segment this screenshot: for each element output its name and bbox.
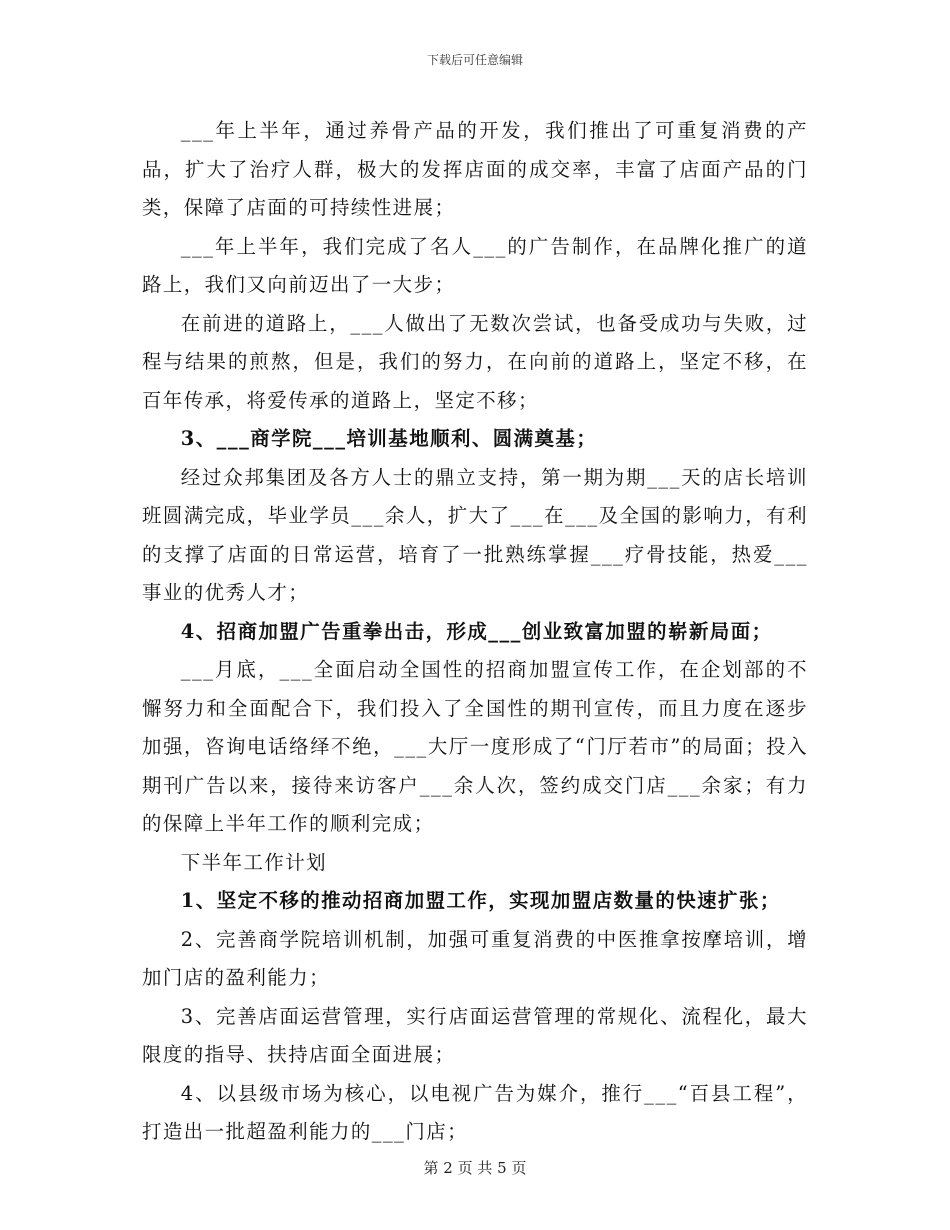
- document-body: [142, 112, 808, 1152]
- plan-item-2: 2、完善商学院培训机制，加强可重复消费的中医推拿按摩培训，增加门店的盈利能力；: [142, 927, 808, 989]
- page-footer: 第 2 页 共 5 页: [423, 1159, 527, 1177]
- plan-item-3: 3、完善店面运营管理，实行店面运营管理的常规化、流程化，最大限度的指导、扶持店面全面进展；: [142, 1004, 808, 1066]
- section-heading-4: 4、招商加盟广告重拳出击，形成___创业致富加盟的崭新局面；: [180, 619, 773, 643]
- paragraph-3: 在前进的道路上，___人做出了无数次尝试，也备受成功与失败，过程与结果的煎熬，但是，我们的努力，在向前的道路上，坚定不移，在百年传承，将爱传承的道路上，坚定不移；: [142, 311, 808, 412]
- plan-title: 下半年工作计划: [180, 850, 328, 874]
- plan-item-1: 1、坚定不移的推动招商加盟工作，实现加盟店数量的快速扩张；: [180, 889, 781, 912]
- section-heading-3: 3、___商学院___培训基地顺利、圆满奠基；: [180, 427, 598, 450]
- paragraph-5: ___月底，___全面启动全国性的招商加盟宣传工作，在企划部的不懈努力和全面配合下，我们投入了全国性的期刊宣传，而且力度在逐步加强，咨询电话络绎不绝，___大厅一度形成了“门厅若市”的局面；投入期刊广告以来，接待来访客户___余人次，签约成交门店___余家；有力的保障上半年工作的顺利完成；: [142, 658, 808, 835]
- paragraph-2: ___年上半年，我们完成了名人___的广告制作，在品牌化推广的道路上，我们又向前迈出了一大步；: [142, 234, 808, 296]
- paragraph-4: 经过众邦集团及各方人士的鼎立支持，第一期为期___天的店长培训班圆满完成，毕业学员___余人，扩大了___在___及全国的影响力，有利的支撑了店面的日常运营，培育了一批熟练掌握___疗骨技能，热爱___事业的优秀人才；: [142, 465, 808, 604]
- page-header: 下载后可任意编辑: [426, 53, 523, 67]
- paragraph-1: ___年上半年，通过养骨产品的开发，我们推出了可重复消费的产品，扩大了治疗人群，极大的发挥店面的成交率，丰富了店面产品的门类，保障了店面的可持续性进展；: [142, 119, 808, 219]
- plan-item-4: 4、以县级市场为核心，以电视广告为媒介，推行___“百县工程”，打造出一批超盈利能力的___门店；: [142, 1081, 808, 1143]
